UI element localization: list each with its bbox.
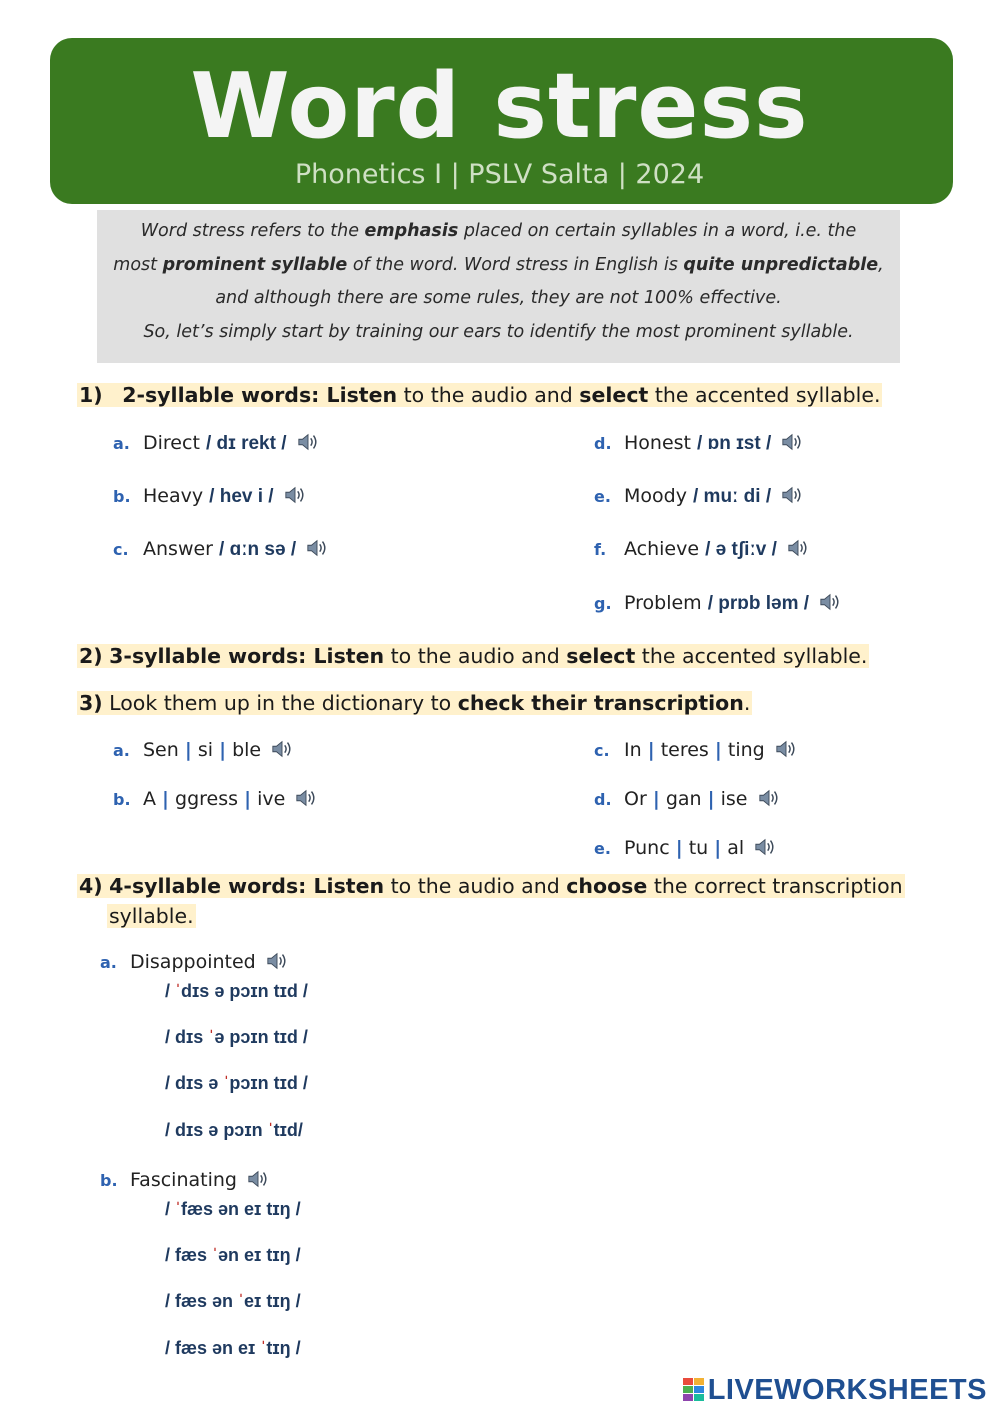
speaker-icon[interactable] <box>754 837 776 857</box>
speaker-icon[interactable] <box>787 538 809 558</box>
q4b-option-2[interactable]: / fæs ˈən eɪ tɪŋ / <box>165 1245 301 1265</box>
q4b-option-4[interactable]: / fæs ən eɪ ˈtɪŋ / <box>165 1338 301 1358</box>
q3-item-c[interactable]: c. In | teres | ting <box>594 739 797 761</box>
question-4: 4) 4-syllable words: Listen to the audio and choose the correct transcription <box>79 874 903 898</box>
speaker-icon[interactable] <box>781 432 803 452</box>
intro-box <box>97 210 900 363</box>
speaker-icon[interactable] <box>247 1169 269 1189</box>
q4-word-a[interactable]: a. Disappointed <box>100 951 288 973</box>
q1-item-e[interactable]: e. Moody / muː di / <box>594 485 803 508</box>
speaker-icon[interactable] <box>271 739 293 759</box>
q4a-option-3[interactable]: / dɪs ə ˈpɔɪn tɪd / <box>165 1073 308 1093</box>
q1-item-d[interactable]: d. Honest / ɒn ɪst / <box>594 432 803 455</box>
intro-line-3: and although there are some rules, they are not 100% effective. <box>215 288 782 308</box>
speaker-icon[interactable] <box>266 951 288 971</box>
q3-item-a[interactable]: a. Sen | si | ble <box>113 739 293 761</box>
speaker-icon[interactable] <box>781 485 803 505</box>
q3-item-b[interactable]: b. A | ggress | ive <box>113 788 317 810</box>
q4b-option-3[interactable]: / fæs ən ˈeɪ tɪŋ / <box>165 1291 301 1311</box>
page-subtitle: Phonetics I | PSLV Salta | 2024 <box>294 159 705 190</box>
q4a-option-1[interactable]: / ˈdɪs ə pɔɪn tɪd / <box>165 981 308 1001</box>
q4a-option-4[interactable]: / dɪs ə pɔɪn ˈtɪd/ <box>165 1120 303 1140</box>
q1-item-g[interactable]: g. Problem / prɒb ləm / <box>594 592 841 615</box>
speaker-icon[interactable] <box>758 788 780 808</box>
intro-line-4: So, let’s simply start by training our ears to identify the most prominent syllable. <box>143 321 854 342</box>
q3-item-e[interactable]: e. Punc | tu | al <box>594 837 776 859</box>
intro-line-2: most prominent syllable of the word. Word stress in English is quite unpredictable, <box>113 254 884 275</box>
q1-item-f[interactable]: f. Achieve / ə tʃiːv / <box>594 538 809 561</box>
speaker-icon[interactable] <box>775 739 797 759</box>
page-title: Word stress <box>190 54 809 159</box>
speaker-icon[interactable] <box>306 538 328 558</box>
liveworksheets-text: LIVEWORKSHEETS <box>707 1374 987 1406</box>
q4a-option-2[interactable]: / dɪs ˈə pɔɪn tɪd / <box>165 1027 308 1047</box>
speaker-icon[interactable] <box>297 432 319 452</box>
intro-line-1: Word stress refers to the emphasis placed on certain syllables in a word, i.e. the <box>140 221 857 241</box>
speaker-icon[interactable] <box>819 592 841 612</box>
q4-word-b[interactable]: b. Fascinating <box>100 1169 269 1191</box>
question-2: 2) 3-syllable words: Listen to the audio and select the accented syllable. <box>79 644 868 668</box>
question-3: 3) Look them up in the dictionary to check their transcription. <box>79 691 751 715</box>
q4b-option-1[interactable]: / ˈfæs ən eɪ tɪŋ / <box>165 1199 301 1219</box>
speaker-icon[interactable] <box>284 485 306 505</box>
speaker-icon[interactable] <box>295 788 317 808</box>
q3-item-d[interactable]: d. Or | gan | ise <box>594 788 780 810</box>
question-4-cont: syllable. <box>109 904 194 928</box>
liveworksheets-logo <box>683 1374 987 1407</box>
q1-item-a[interactable]: a. Direct / dɪ rekt / <box>113 432 319 455</box>
liveworksheets-icon <box>683 1378 705 1402</box>
q1-item-c[interactable]: c. Answer / ɑːn sə / <box>113 538 328 561</box>
question-1: 1) 2-syllable words: Listen to the audio and select the accented syllable. <box>79 383 881 407</box>
q1-item-b[interactable]: b. Heavy / hev i / <box>113 485 306 508</box>
